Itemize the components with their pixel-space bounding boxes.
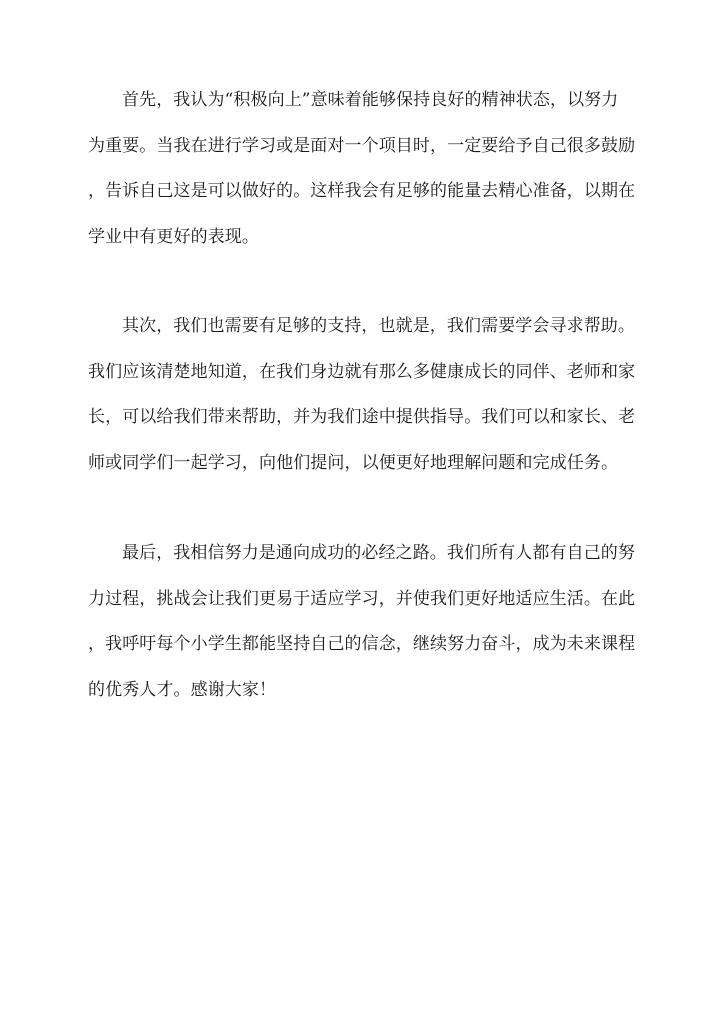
paragraph-line: 我们应该清楚地知道，在我们身边就有那么多健康成长的同伴、老师和家 xyxy=(88,361,636,382)
paragraph-third xyxy=(88,531,636,713)
paragraph-line: 为重要。当我在进行学习或是面对一个项目时，一定要给予自己很多鼓励 xyxy=(88,135,636,156)
paragraph-line: 其次，我们也需要有足够的支持，也就是，我们需要学会寻求帮助。 xyxy=(122,316,635,336)
paragraph-line: 力过程，挑战会让我们更易于适应学习，并使我们更好地适应生活。在此 xyxy=(88,588,636,609)
paragraph-line: 最后，我相信努力是通向成功的必经之路。我们所有人都有自己的努 xyxy=(122,543,635,563)
paragraph-line: 师或同学们一起学习，向他们提问，以便更好地理解问题和完成任务。 xyxy=(88,452,619,473)
paragraph-line: 的优秀人才。感谢大家！ xyxy=(88,679,277,700)
paragraph-first xyxy=(88,78,636,260)
paragraph-line: 长，可以给我们带来帮助，并为我们途中提供指导。我们可以和家长、老 xyxy=(88,407,636,427)
paragraph-line: 首先，我认为“积极向上”意味着能够保持良好的精神状态，以努力 xyxy=(122,90,619,110)
paragraph-line: ，告诉自己这是可以做好的。这样我会有足够的能量去精心准备，以期在 xyxy=(88,181,636,201)
paragraph-line: ，我呼吁每个小学生都能坚持自己的信念，继续努力奋斗，成为未来课程 xyxy=(88,634,636,654)
paragraph-line: 学业中有更好的表现。 xyxy=(88,226,259,247)
paragraph-second xyxy=(88,304,636,486)
